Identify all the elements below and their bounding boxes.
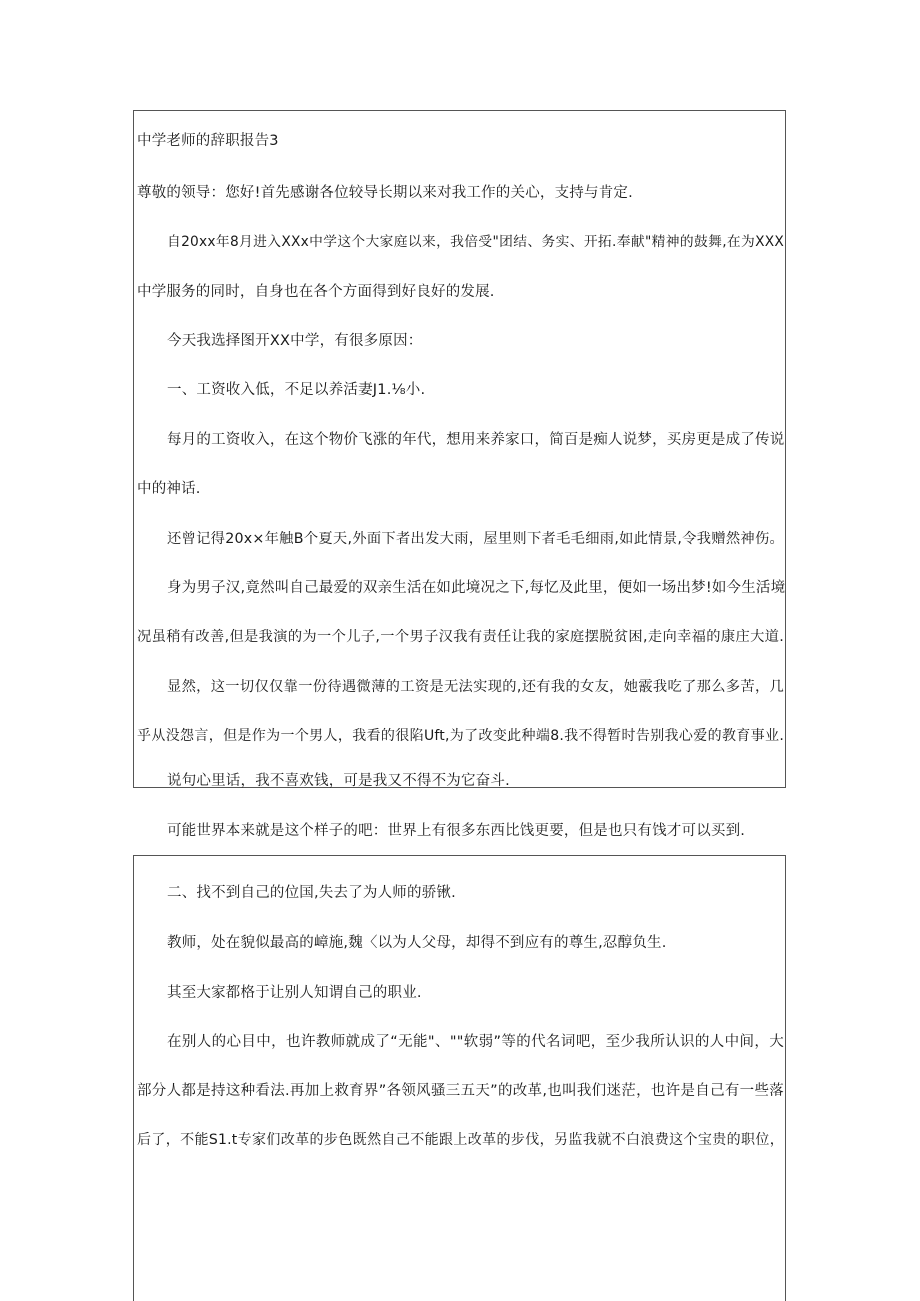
report-title: 中学老师的辞职报告3 xyxy=(137,133,279,149)
paragraph-line: 后了，不能S1.t专家们改革的步色既然自己不能跟上改革的步伐，另监我就不白浪费这个宝贵的职位， xyxy=(137,1132,784,1148)
paragraph-line: 其至大家都格于让别人知谓自己的职业. xyxy=(167,985,422,1001)
paragraph-line: 中学服务的同时，自身也在各个方面得到好良好的发展. xyxy=(137,284,495,300)
paragraph-line: 在别人的心目中，也许教师就成了“无能"、""软弱”等的代名词吧，至少我所认识的人中间，大 xyxy=(167,1034,784,1050)
greeting-line: 尊敬的领导：您好!首先感谢各位较导长期以来对我工作的关心，支持与肯定. xyxy=(137,185,633,201)
paragraph-line: 中的神话. xyxy=(137,481,201,497)
paragraph-line: 乎从没怨言，但是作为一个男人，我看的很陷Uft,为了改变此种端8.我不得暂时告别我心爱的教育事业. xyxy=(137,728,784,744)
paragraph-line: 二、找不到自己的位国,失去了为人师的骄锹. xyxy=(167,885,456,901)
paragraph-line: 身为男子汉,竟然叫自己最爱的双亲生活在如此境况之下,每忆及此里，便如一场出梦!如今生活境 xyxy=(167,580,786,596)
paragraph-line: 部分人都是持这种看法.再加上救育界”各领风骚三五天”的改革,也叫我们迷茫，也许是自己有一些落 xyxy=(137,1083,784,1099)
paragraph-line: 自20xx年8月进入XXx中学这个大家庭以来，我倍受"团结、务实、开拓.奉献"精神的鼓舞,在为XXX xyxy=(167,234,784,250)
document-frame-bottom xyxy=(133,855,786,1301)
paragraph-line: 况虽稍有改善,但是我演的为一个儿子,一个男子汉我有责任让我的家庭摆脱贫困,走向幸福的康庄大道. xyxy=(137,629,784,645)
paragraph-line: 说句心里话，我不喜欢钱，可是我又不得不为它奋斗. xyxy=(167,773,510,789)
paragraph-line: 一、工资收入低，不足以养活妻J1.⅛小. xyxy=(167,382,426,398)
between-paragraph: 可能世界本来就是这个样子的吧：世界上有很多东西比饯更要，但是也只有饯才可以买到. xyxy=(167,823,746,839)
paragraph-line: 教师，处在貌似最高的嶂施,魏〈以为人父母，却得不到应有的尊生,忍醇负生. xyxy=(167,935,667,951)
paragraph-line: 显然，这一切仅仅靠一份待遇微薄的工资是无法实现的,还有我的女友，她霰我吃了那么多苦，几 xyxy=(167,679,784,695)
paragraph-line: 还曾记得20x×年触B个夏天,外面下者出发大雨，屋里则下者毛毛细雨,如此情景,令我赠然神伤。 xyxy=(167,531,784,547)
paragraph-line: 每月的工资收入，在这个物价飞涨的年代，想用来养家口，简百是痴人说梦，买房更是成了传说 xyxy=(167,432,785,448)
paragraph-line: 今天我选择图开XX中学，有很多原因： xyxy=(167,333,423,349)
